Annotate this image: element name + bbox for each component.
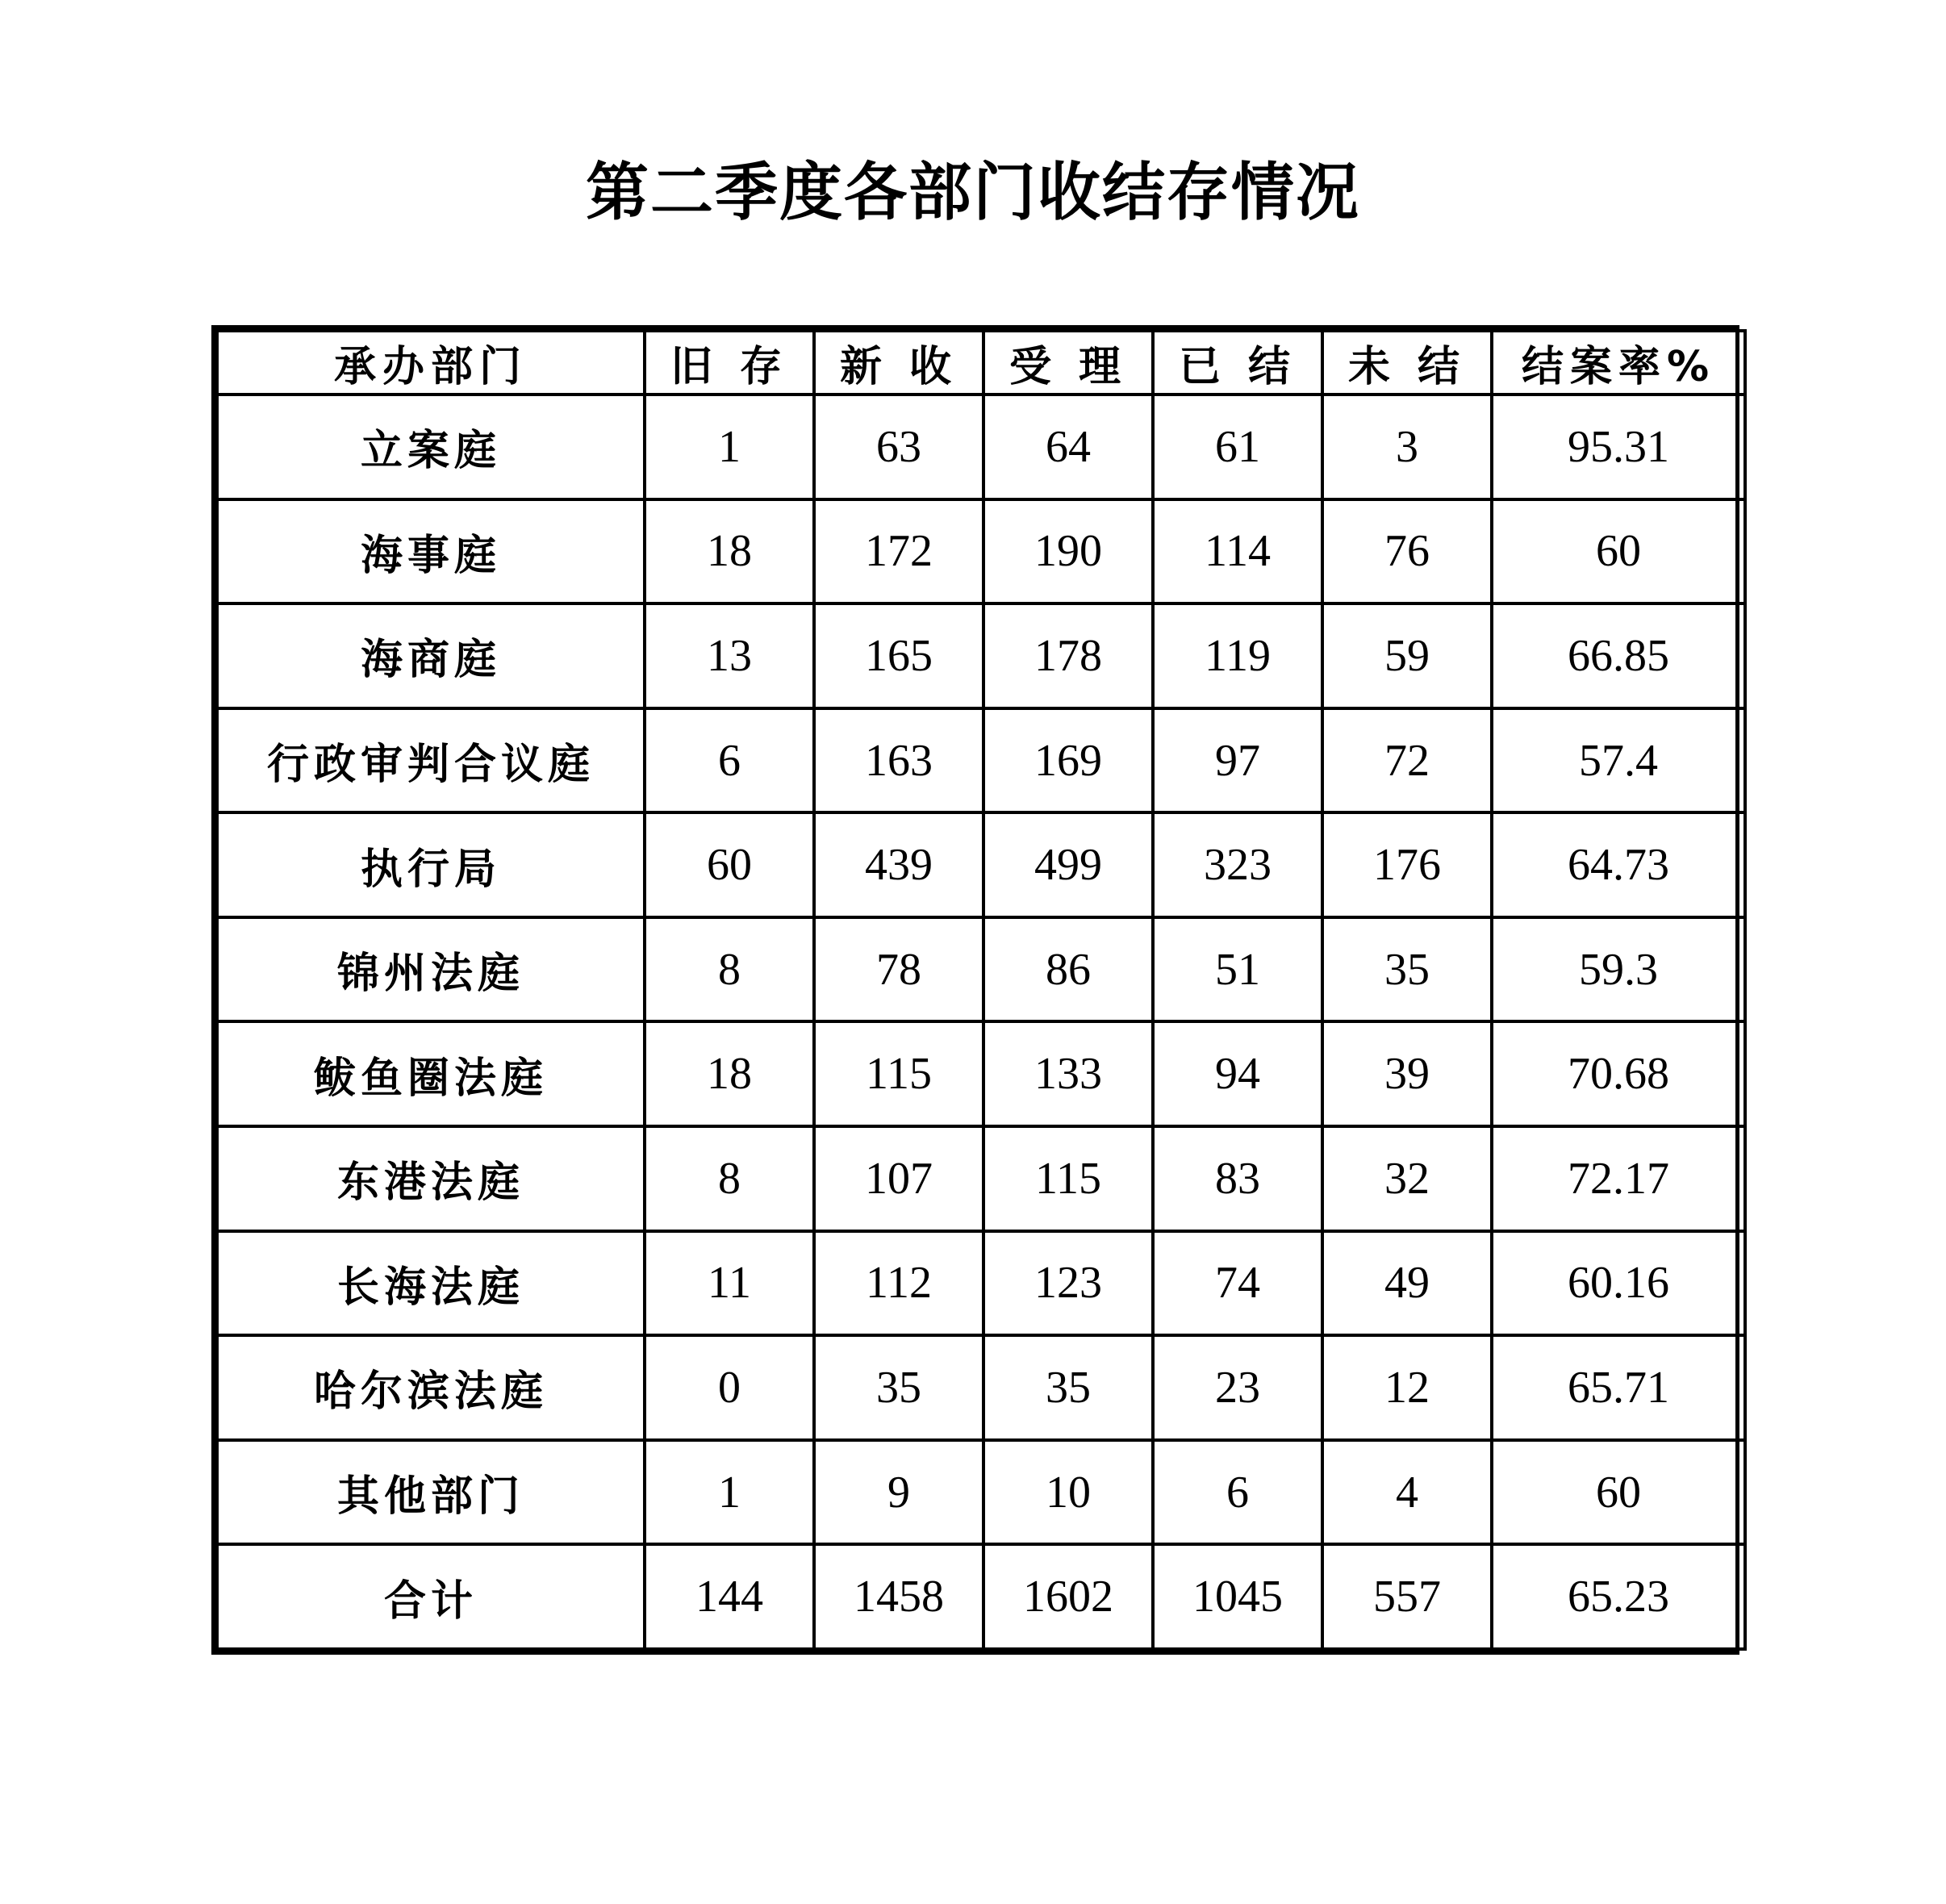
statistics-table-frame	[211, 325, 1739, 1655]
old-stock-cell: 1	[645, 395, 814, 499]
old-stock-cell: 8	[645, 1126, 814, 1231]
accepted-cell: 133	[983, 1021, 1153, 1126]
closure-rate-cell: 65.23	[1492, 1544, 1745, 1649]
accepted-cell: 169	[983, 708, 1153, 813]
unclosed-cell: 176	[1322, 812, 1492, 917]
table-row	[217, 1231, 1745, 1336]
accepted-cell: 64	[983, 395, 1153, 499]
unclosed-cell: 49	[1322, 1231, 1492, 1336]
old-stock-cell: 13	[645, 603, 814, 708]
closure-rate-cell: 60.16	[1492, 1231, 1745, 1336]
unclosed-cell: 32	[1322, 1126, 1492, 1231]
new-received-cell: 163	[814, 708, 983, 813]
closure-rate-cell: 70.68	[1492, 1021, 1745, 1126]
header-closed: 已 结	[1153, 331, 1322, 395]
accepted-cell: 35	[983, 1335, 1153, 1440]
new-received-cell: 78	[814, 917, 983, 1022]
table-body	[217, 395, 1745, 1649]
new-received-cell: 112	[814, 1231, 983, 1336]
closed-cell: 83	[1153, 1126, 1322, 1231]
department-cell: 合计	[217, 1544, 645, 1649]
closure-rate-cell: 65.71	[1492, 1335, 1745, 1440]
new-received-cell: 9	[814, 1440, 983, 1545]
department-cell: 海商庭	[217, 603, 645, 708]
header-new-received: 新 收	[814, 331, 983, 395]
closure-rate-cell: 60	[1492, 1440, 1745, 1545]
table-row	[217, 1021, 1745, 1126]
unclosed-cell: 557	[1322, 1544, 1492, 1649]
accepted-cell: 178	[983, 603, 1153, 708]
unclosed-cell: 72	[1322, 708, 1492, 813]
header-row	[217, 331, 1745, 395]
department-cell: 哈尔滨法庭	[217, 1335, 645, 1440]
closed-cell: 51	[1153, 917, 1322, 1022]
table-row	[217, 917, 1745, 1022]
statistics-table	[215, 329, 1747, 1651]
closed-cell: 23	[1153, 1335, 1322, 1440]
closure-rate-cell: 72.17	[1492, 1126, 1745, 1231]
closed-cell: 97	[1153, 708, 1322, 813]
table-row	[217, 1335, 1745, 1440]
old-stock-cell: 18	[645, 1021, 814, 1126]
table-row	[217, 812, 1745, 917]
closed-cell: 94	[1153, 1021, 1322, 1126]
department-cell: 行政审判合议庭	[217, 708, 645, 813]
unclosed-cell: 39	[1322, 1021, 1492, 1126]
old-stock-cell: 0	[645, 1335, 814, 1440]
closed-cell: 323	[1153, 812, 1322, 917]
unclosed-cell: 4	[1322, 1440, 1492, 1545]
header-department: 承办部门	[217, 331, 645, 395]
new-received-cell: 165	[814, 603, 983, 708]
accepted-cell: 190	[983, 499, 1153, 604]
table-row	[217, 1126, 1745, 1231]
new-received-cell: 1458	[814, 1544, 983, 1649]
header-closure-rate: 结案率%	[1492, 331, 1745, 395]
closure-rate-cell: 57.4	[1492, 708, 1745, 813]
header-unclosed: 未 结	[1322, 331, 1492, 395]
closure-rate-cell: 59.3	[1492, 917, 1745, 1022]
department-cell: 锦州法庭	[217, 917, 645, 1022]
old-stock-cell: 6	[645, 708, 814, 813]
accepted-cell: 123	[983, 1231, 1153, 1336]
new-received-cell: 63	[814, 395, 983, 499]
unclosed-cell: 12	[1322, 1335, 1492, 1440]
old-stock-cell: 11	[645, 1231, 814, 1336]
closure-rate-cell: 66.85	[1492, 603, 1745, 708]
accepted-cell: 86	[983, 917, 1153, 1022]
table-row	[217, 1440, 1745, 1545]
department-cell: 鲅鱼圈法庭	[217, 1021, 645, 1126]
new-received-cell: 115	[814, 1021, 983, 1126]
unclosed-cell: 76	[1322, 499, 1492, 604]
closed-cell: 119	[1153, 603, 1322, 708]
table-row	[217, 603, 1745, 708]
accepted-cell: 115	[983, 1126, 1153, 1231]
old-stock-cell: 60	[645, 812, 814, 917]
new-received-cell: 172	[814, 499, 983, 604]
department-cell: 立案庭	[217, 395, 645, 499]
page-title: 第二季度各部门收结存情况	[585, 157, 1360, 229]
department-cell: 长海法庭	[217, 1231, 645, 1336]
unclosed-cell: 3	[1322, 395, 1492, 499]
old-stock-cell: 1	[645, 1440, 814, 1545]
total-row	[217, 1544, 1745, 1649]
table-row	[217, 708, 1745, 813]
closure-rate-cell: 60	[1492, 499, 1745, 604]
closed-cell: 61	[1153, 395, 1322, 499]
table-row	[217, 499, 1745, 604]
department-cell: 执行局	[217, 812, 645, 917]
unclosed-cell: 59	[1322, 603, 1492, 708]
new-received-cell: 107	[814, 1126, 983, 1231]
closure-rate-cell: 95.31	[1492, 395, 1745, 499]
unclosed-cell: 35	[1322, 917, 1492, 1022]
closed-cell: 114	[1153, 499, 1322, 604]
new-received-cell: 439	[814, 812, 983, 917]
header-accepted: 受 理	[983, 331, 1153, 395]
closed-cell: 6	[1153, 1440, 1322, 1545]
new-received-cell: 35	[814, 1335, 983, 1440]
closure-rate-cell: 64.73	[1492, 812, 1745, 917]
closed-cell: 1045	[1153, 1544, 1322, 1649]
department-cell: 东港法庭	[217, 1126, 645, 1231]
old-stock-cell: 8	[645, 917, 814, 1022]
department-cell: 其他部门	[217, 1440, 645, 1545]
accepted-cell: 1602	[983, 1544, 1153, 1649]
closed-cell: 74	[1153, 1231, 1322, 1336]
old-stock-cell: 18	[645, 499, 814, 604]
header-old-stock: 旧 存	[645, 331, 814, 395]
old-stock-cell: 144	[645, 1544, 814, 1649]
accepted-cell: 10	[983, 1440, 1153, 1545]
table-row	[217, 395, 1745, 499]
accepted-cell: 499	[983, 812, 1153, 917]
department-cell: 海事庭	[217, 499, 645, 604]
